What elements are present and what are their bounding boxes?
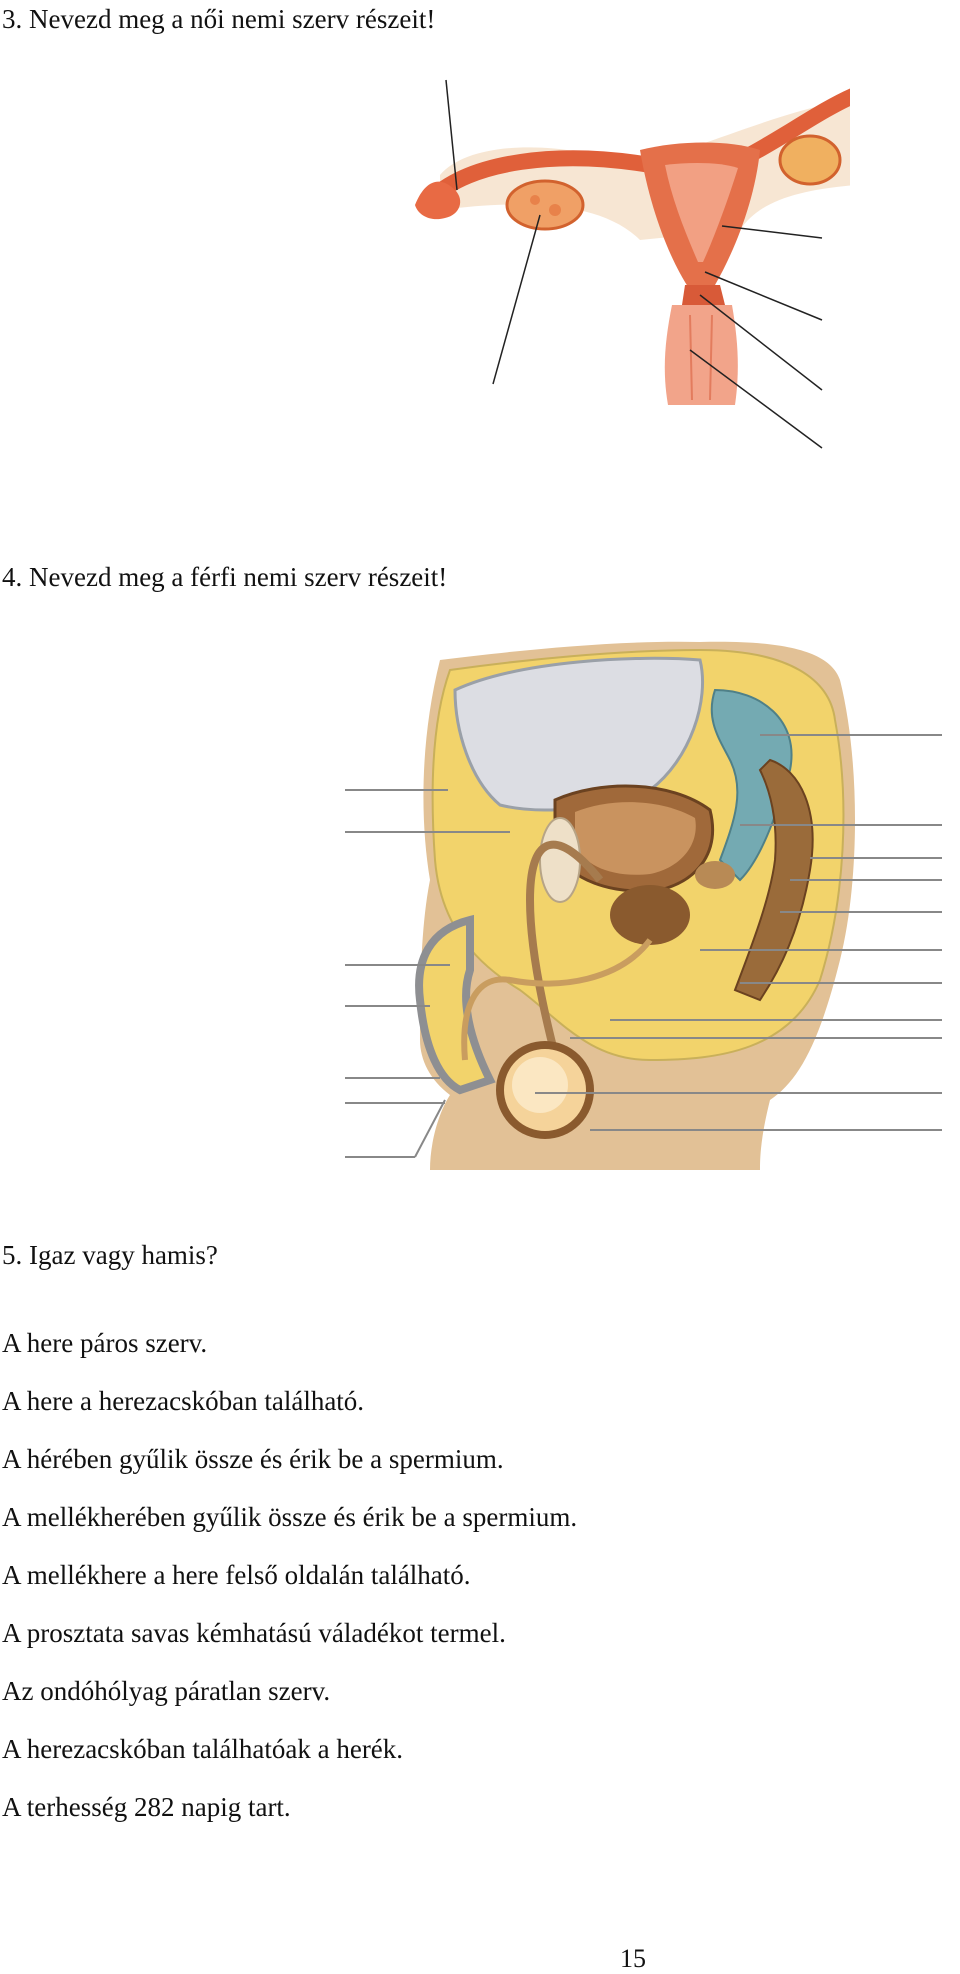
statement: A mellékherében gyűlik össze és érik be a spermium. xyxy=(2,1502,578,1532)
prostate xyxy=(610,885,690,945)
female-reproductive-diagram xyxy=(400,70,850,460)
statement: A terhesség 282 napig tart. xyxy=(2,1792,291,1822)
pubic-symphysis xyxy=(540,818,580,902)
question-5: 5. Igaz vagy hamis? xyxy=(2,1240,218,1270)
left-ovary xyxy=(507,181,583,229)
vagina xyxy=(665,305,738,405)
question-3: 3. Nevezd meg a női nemi szerv részeit! xyxy=(2,4,436,34)
male-reproductive-diagram xyxy=(340,640,945,1180)
statement: A mellékhere a here felső oldalán található. xyxy=(2,1560,471,1590)
right-ovary xyxy=(780,136,840,184)
statement: A here páros szerv. xyxy=(2,1328,208,1358)
statement: A hérében gyűlik össze és érik be a spermium. xyxy=(2,1444,504,1474)
statement: A here a herezacskóban található. xyxy=(2,1386,365,1416)
question-4: 4. Nevezd meg a férfi nemi szerv részeit! xyxy=(2,562,448,592)
seminal-vesicle xyxy=(695,861,735,889)
statement: Az ondóhólyag páratlan szerv. xyxy=(2,1676,331,1706)
statement: A prosztata savas kémhatású váladékot termel. xyxy=(2,1618,506,1648)
cervix xyxy=(682,285,725,305)
statement: A herezacskóban találhatóak a herék. xyxy=(2,1734,404,1764)
label-line xyxy=(493,215,540,384)
page-number: 15 xyxy=(620,1944,646,1973)
